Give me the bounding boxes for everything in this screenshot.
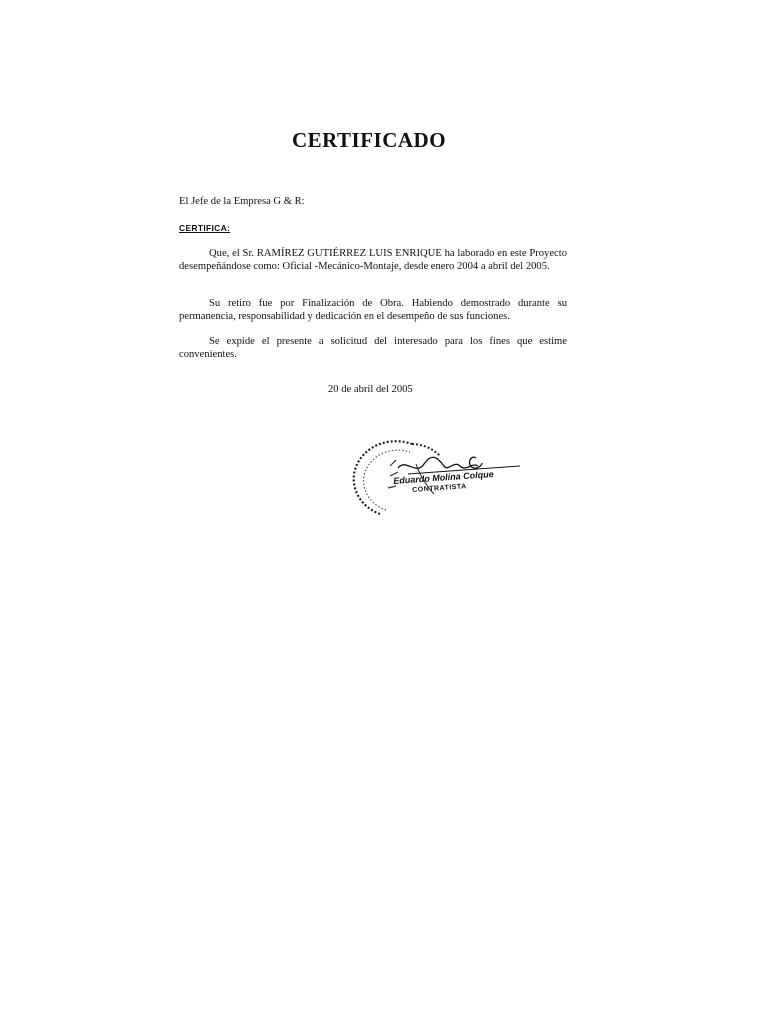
paragraph-departure: Su retiro fue por Finalización de Obra. Habiendo demostrado durante su permanencia, responsabilidad y dedicación en el desempeño de sus funciones. bbox=[179, 298, 567, 322]
signer-role: CONTRATISTA bbox=[412, 483, 467, 494]
document-title: CERTIFICADO bbox=[291, 128, 447, 152]
paragraph-issuance: Se expide el presente a solicitud del interesado para los fines que estime convenientes. bbox=[179, 336, 567, 360]
certifica-heading: CERTIFICA: bbox=[179, 223, 231, 233]
signer-name: Eduardo Molina Colque bbox=[393, 468, 494, 486]
intro-line: El Jefe de la Empresa G & R: bbox=[179, 196, 305, 207]
issue-date: 20 de abril del 2005 bbox=[328, 384, 413, 395]
paragraph-employment: Que, el Sr. RAMÍREZ GUTIÉRREZ LUIS ENRIQUE ha laborado en este Proyecto desempeñándose como: Oficial -Mecánico-Montaje, desde enero 2004 a abril del 2005. bbox=[179, 248, 567, 272]
